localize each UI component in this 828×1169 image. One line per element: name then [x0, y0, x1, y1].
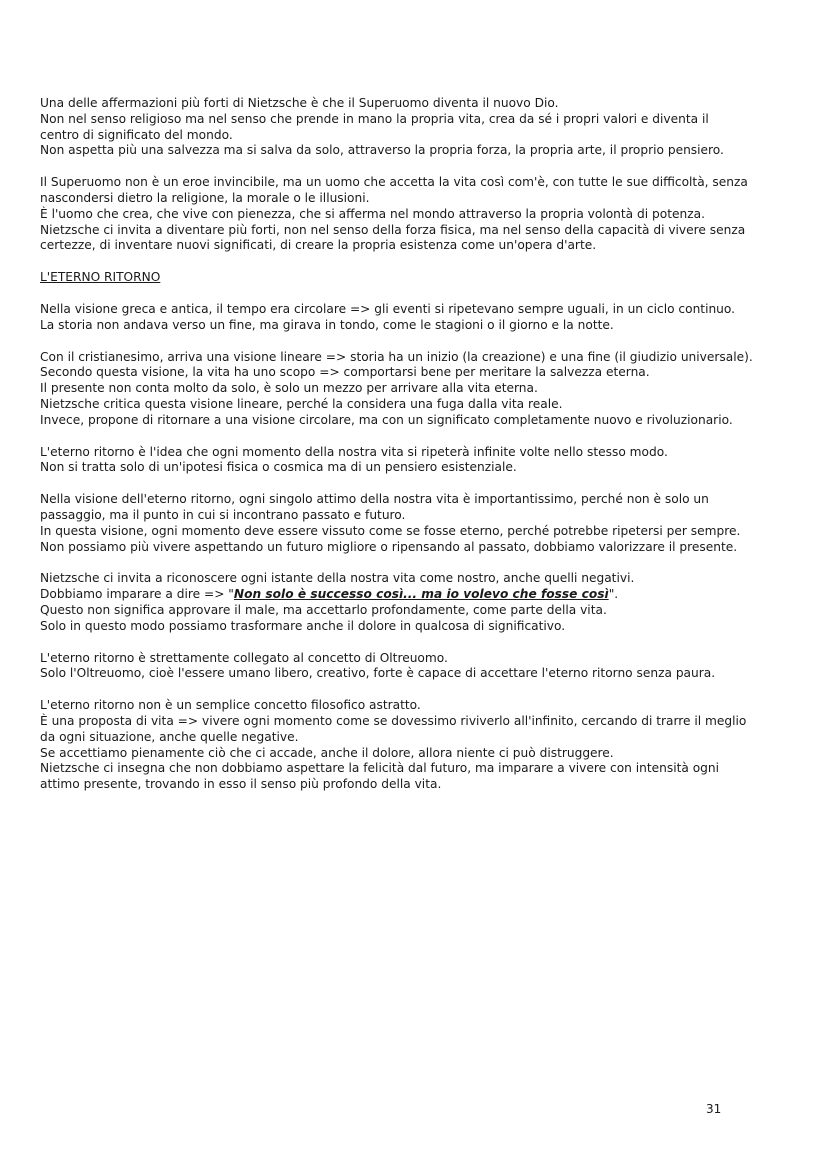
text-line: Solo in questo modo possiamo trasformare anche il dolore in qualcosa di significativo.	[40, 618, 566, 633]
paragraph-oltreuomo	[40, 651, 792, 683]
text-line: nascondersi dietro la religione, la morale o le illusioni.	[40, 190, 370, 205]
paragraph-definizione	[40, 445, 792, 477]
text-line: Non nel senso religioso ma nel senso che prende in mano la propria vita, crea da sé i propri valori e diventa il	[40, 111, 709, 126]
text-line: Nietzsche ci insegna che non dobbiamo aspettare la felicità dal futuro, ma imparare a vivere con intensità ogni	[40, 761, 720, 776]
section-heading: L'ETERNO RITORNO	[40, 270, 161, 285]
document-page	[40, 96, 792, 809]
paragraph-attimo	[40, 492, 792, 555]
text-line: Questo non significa approvare il male, ma accettarlo profondamente, come parte della vita.	[40, 602, 607, 617]
text-line: È l'uomo che crea, che vive con pienezza, che si afferma nel mondo attraverso la propria volontà di potenza.	[40, 206, 705, 221]
quote-suffix: ".	[608, 587, 619, 602]
text-line: Nella visione dell'eterno ritorno, ogni singolo attimo della nostra vita è importantissimo, perché non è solo un	[40, 492, 709, 507]
text-line: attimo presente, trovando in esso il senso più profondo della vita.	[40, 777, 442, 792]
text-line: Non si tratta solo di un'ipotesi fisica o cosmica ma di un pensiero esistenziale.	[40, 460, 517, 475]
text-line-quote	[40, 587, 792, 603]
text-line: Se accettiamo pienamente ciò che ci accade, anche il dolore, allora niente ci può distruggere.	[40, 745, 614, 760]
emphasized-quote: Non solo è successo così... ma io volevo che fosse così	[233, 587, 609, 602]
text-line: centro di significato del mondo.	[40, 127, 233, 142]
text-line: L'eterno ritorno non è un semplice concetto filosofico astratto.	[40, 698, 421, 713]
text-line: L'eterno ritorno è l'idea che ogni momento della nostra vita si ripeterà infinite volte nello stesso modo.	[40, 444, 668, 459]
paragraph-visione-greca	[40, 302, 792, 334]
text-line: Nella visione greca e antica, il tempo era circolare => gli eventi si ripetevano sempre uguali, in un ciclo continuo.	[40, 301, 736, 316]
text-line: Una delle affermazioni più forti di Nietzsche è che il Superuomo diventa il nuovo Dio.	[40, 96, 559, 110]
paragraph-amor-fati	[40, 571, 792, 634]
text-line: In questa visione, ogni momento deve essere vissuto come se fosse eterno, perché potrebbe ripetersi per sempre.	[40, 523, 741, 538]
text-line: L'eterno ritorno è strettamente collegato al concetto di Oltreuomo.	[40, 650, 448, 665]
text-line: Nietzsche critica questa visione lineare, perché la considera una fuga dalla vita reale.	[40, 396, 563, 411]
text-line: Secondo questa visione, la vita ha uno scopo => comportarsi bene per meritare la salvezza eterna.	[40, 365, 650, 380]
paragraph-superuomo-dio	[40, 96, 792, 159]
text-line: Con il cristianesimo, arriva una visione lineare => storia ha un inizio (la creazione) e una fine (il giudizio universale).	[40, 349, 753, 364]
paragraph-superuomo-eroe	[40, 175, 792, 254]
text-line: Nietzsche ci invita a riconoscere ogni istante della nostra vita come nostro, anche quelli negativi.	[40, 571, 635, 586]
page-number: 31	[706, 1102, 722, 1116]
text-line: Il presente non conta molto da solo, è solo un mezzo per arrivare alla vita eterna.	[40, 381, 538, 396]
text-line: Nietzsche ci invita a diventare più forti, non nel senso della forza fisica, ma nel senso della capacità di vivere senza	[40, 222, 746, 237]
text-line: passaggio, ma il punto in cui si incontrano passato e futuro.	[40, 507, 406, 522]
text-line: La storia non andava verso un fine, ma girava in tondo, come le stagioni o il giorno e la notte.	[40, 317, 614, 332]
text-line: Invece, propone di ritornare a una visione circolare, ma con un significato completamente nuovo e rivoluzionario.	[40, 412, 733, 427]
text-line: da ogni situazione, anche quelle negative.	[40, 729, 299, 744]
text-line: È una proposta di vita => vivere ogni momento come se dovessimo riviverlo all'infinito, cercando di trarre il meglio	[40, 713, 747, 728]
text-line: Il Superuomo non è un eroe invincibile, ma un uomo che accetta la vita così com'è, con tutte le sue difficoltà, senza	[40, 175, 748, 190]
text-line: certezze, di inventare nuovi significati, di creare la propria esistenza come un'opera d'arte.	[40, 238, 597, 253]
quote-prefix: Dobbiamo imparare a dire => "	[40, 587, 234, 602]
paragraph-cristianesimo	[40, 350, 792, 429]
text-line: Non possiamo più vivere aspettando un futuro migliore o ripensando al passato, dobbiamo valorizzare il presente.	[40, 539, 738, 554]
paragraph-conclusione	[40, 698, 792, 793]
text-line: Non aspetta più una salvezza ma si salva da solo, attraverso la propria forza, la propria arte, il proprio pensiero.	[40, 143, 724, 158]
text-line: Solo l'Oltreuomo, cioè l'essere umano libero, creativo, forte è capace di accettare l'eterno ritorno senza paura.	[40, 666, 716, 681]
